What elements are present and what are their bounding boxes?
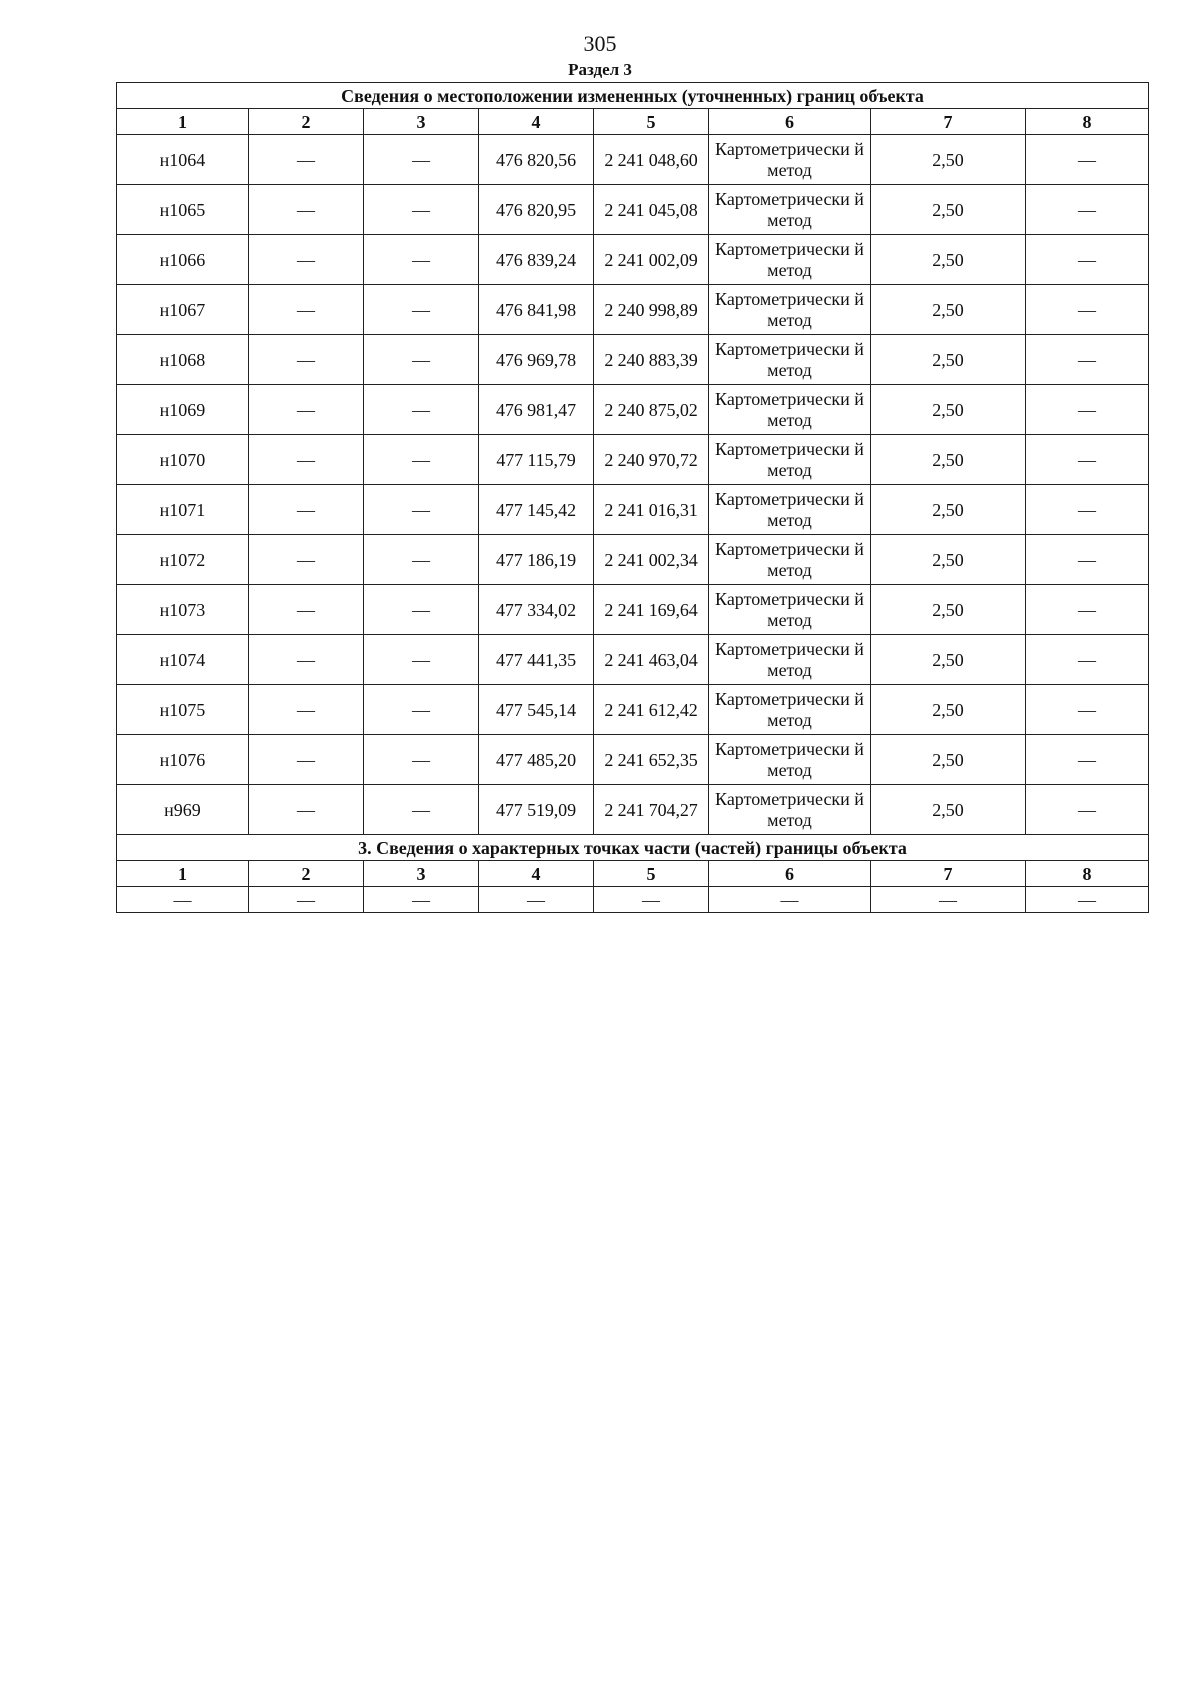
cell-col3: — — [364, 785, 479, 835]
x-coordinate-cell: 476 820,56 — [479, 135, 594, 185]
table-row — [117, 135, 1149, 185]
x-coordinate-cell: 476 820,95 — [479, 185, 594, 235]
point-id-cell: н1073 — [117, 585, 249, 635]
y-coordinate-cell: 2 241 048,60 — [594, 135, 709, 185]
empty-cell: — — [871, 887, 1026, 913]
accuracy-cell: 2,50 — [871, 685, 1026, 735]
cell-col8: — — [1026, 285, 1149, 335]
accuracy-cell: 2,50 — [871, 485, 1026, 535]
point-id-cell: н1070 — [117, 435, 249, 485]
method-cell: Картометрически й метод — [709, 185, 871, 235]
x-coordinate-cell: 477 186,19 — [479, 535, 594, 585]
cell-col8: — — [1026, 435, 1149, 485]
cell-col8: — — [1026, 535, 1149, 585]
column-number-1: 1 — [117, 861, 249, 887]
accuracy-cell: 2,50 — [871, 335, 1026, 385]
column-number-3: 3 — [364, 109, 479, 135]
method-cell: Картометрически й метод — [709, 285, 871, 335]
point-id-cell: н1064 — [117, 135, 249, 185]
cell-col3: — — [364, 335, 479, 385]
table-row — [117, 385, 1149, 435]
page-number: 305 — [583, 31, 617, 56]
cell-col2: — — [249, 285, 364, 335]
empty-cell: — — [594, 887, 709, 913]
cell-col8: — — [1026, 635, 1149, 685]
column-number-6: 6 — [709, 861, 871, 887]
cell-col8: — — [1026, 485, 1149, 535]
point-id-cell: н1065 — [117, 185, 249, 235]
method-cell: Картометрически й метод — [709, 535, 871, 585]
column-number-7: 7 — [871, 861, 1026, 887]
cell-col8: — — [1026, 185, 1149, 235]
table-row — [117, 585, 1149, 635]
empty-cell: — — [709, 887, 871, 913]
y-coordinate-cell: 2 241 016,31 — [594, 485, 709, 535]
cell-col2: — — [249, 385, 364, 435]
column-number-4: 4 — [479, 109, 594, 135]
cell-col2: — — [249, 585, 364, 635]
cell-col8: — — [1026, 785, 1149, 835]
cell-col2: — — [249, 485, 364, 535]
cell-col8: — — [1026, 385, 1149, 435]
cell-col3: — — [364, 485, 479, 535]
x-coordinate-cell: 477 334,02 — [479, 585, 594, 635]
cell-col8: — — [1026, 335, 1149, 385]
table-row — [117, 785, 1149, 835]
cell-col8: — — [1026, 135, 1149, 185]
accuracy-cell: 2,50 — [871, 635, 1026, 685]
column-number-2: 2 — [249, 109, 364, 135]
accuracy-cell: 2,50 — [871, 185, 1026, 235]
accuracy-cell: 2,50 — [871, 435, 1026, 485]
x-coordinate-cell: 476 839,24 — [479, 235, 594, 285]
cell-col3: — — [364, 385, 479, 435]
x-coordinate-cell: 476 841,98 — [479, 285, 594, 335]
table-row — [117, 285, 1149, 335]
point-id-cell: н1072 — [117, 535, 249, 585]
cell-col8: — — [1026, 235, 1149, 285]
point-id-cell: н1068 — [117, 335, 249, 385]
empty-cell: — — [249, 887, 364, 913]
table1-title-row — [117, 83, 1149, 109]
table2-title: 3. Сведения о характерных точках части (частей) границы объекта — [117, 835, 1149, 861]
cell-col3: — — [364, 135, 479, 185]
column-number-4: 4 — [479, 861, 594, 887]
x-coordinate-cell: 477 145,42 — [479, 485, 594, 535]
table-row — [117, 335, 1149, 385]
cell-col2: — — [249, 335, 364, 385]
x-coordinate-cell: 477 441,35 — [479, 635, 594, 685]
y-coordinate-cell: 2 241 169,64 — [594, 585, 709, 635]
point-id-cell: н1075 — [117, 685, 249, 735]
column-number-6: 6 — [709, 109, 871, 135]
cell-col3: — — [364, 585, 479, 635]
method-cell: Картометрически й метод — [709, 135, 871, 185]
boundary-points-table — [116, 82, 1149, 913]
accuracy-cell: 2,50 — [871, 535, 1026, 585]
point-id-cell: н1067 — [117, 285, 249, 335]
column-number-5: 5 — [594, 861, 709, 887]
column-number-7: 7 — [871, 109, 1026, 135]
cell-col8: — — [1026, 735, 1149, 785]
cell-col2: — — [249, 635, 364, 685]
table1-column-numbers — [117, 109, 1149, 135]
cell-col2: — — [249, 785, 364, 835]
cell-col2: — — [249, 735, 364, 785]
table-row — [117, 685, 1149, 735]
cell-col2: — — [249, 535, 364, 585]
x-coordinate-cell: 477 519,09 — [479, 785, 594, 835]
cell-col3: — — [364, 635, 479, 685]
cell-col2: — — [249, 435, 364, 485]
cell-col2: — — [249, 685, 364, 735]
cell-col3: — — [364, 685, 479, 735]
empty-cell: — — [364, 887, 479, 913]
point-id-cell: н1069 — [117, 385, 249, 435]
x-coordinate-cell: 476 969,78 — [479, 335, 594, 385]
method-cell: Картометрически й метод — [709, 735, 871, 785]
table2-column-numbers — [117, 861, 1149, 887]
y-coordinate-cell: 2 240 883,39 — [594, 335, 709, 385]
method-cell: Картометрически й метод — [709, 785, 871, 835]
cell-col3: — — [364, 235, 479, 285]
accuracy-cell: 2,50 — [871, 285, 1026, 335]
accuracy-cell: 2,50 — [871, 785, 1026, 835]
y-coordinate-cell: 2 241 002,34 — [594, 535, 709, 585]
table2-title-row — [117, 835, 1149, 861]
x-coordinate-cell: 477 485,20 — [479, 735, 594, 785]
y-coordinate-cell: 2 240 998,89 — [594, 285, 709, 335]
accuracy-cell: 2,50 — [871, 385, 1026, 435]
column-number-8: 8 — [1026, 109, 1149, 135]
point-id-cell: н1074 — [117, 635, 249, 685]
accuracy-cell: 2,50 — [871, 585, 1026, 635]
y-coordinate-cell: 2 240 875,02 — [594, 385, 709, 435]
empty-cell: — — [479, 887, 594, 913]
cell-col2: — — [249, 185, 364, 235]
cell-col3: — — [364, 285, 479, 335]
cell-col3: — — [364, 735, 479, 785]
column-number-3: 3 — [364, 861, 479, 887]
point-id-cell: н1071 — [117, 485, 249, 535]
x-coordinate-cell: 477 545,14 — [479, 685, 594, 735]
empty-cell: — — [117, 887, 249, 913]
cell-col3: — — [364, 435, 479, 485]
method-cell: Картометрически й метод — [709, 485, 871, 535]
method-cell: Картометрически й метод — [709, 635, 871, 685]
table-row — [117, 535, 1149, 585]
table-row — [117, 485, 1149, 535]
method-cell: Картометрически й метод — [709, 585, 871, 635]
column-number-8: 8 — [1026, 861, 1149, 887]
method-cell: Картометрически й метод — [709, 235, 871, 285]
cell-col2: — — [249, 135, 364, 185]
table-row — [117, 635, 1149, 685]
y-coordinate-cell: 2 241 045,08 — [594, 185, 709, 235]
table1-title: Сведения о местоположении измененных (уточненных) границ объекта — [117, 83, 1149, 109]
method-cell: Картометрически й метод — [709, 335, 871, 385]
column-number-2: 2 — [249, 861, 364, 887]
table-row — [117, 735, 1149, 785]
point-id-cell: н1076 — [117, 735, 249, 785]
method-cell: Картометрически й метод — [709, 385, 871, 435]
accuracy-cell: 2,50 — [871, 735, 1026, 785]
y-coordinate-cell: 2 240 970,72 — [594, 435, 709, 485]
method-cell: Картометрически й метод — [709, 435, 871, 485]
y-coordinate-cell: 2 241 002,09 — [594, 235, 709, 285]
x-coordinate-cell: 477 115,79 — [479, 435, 594, 485]
accuracy-cell: 2,50 — [871, 235, 1026, 285]
table-body — [117, 83, 1149, 913]
table-row — [117, 887, 1149, 913]
y-coordinate-cell: 2 241 463,04 — [594, 635, 709, 685]
cell-col3: — — [364, 535, 479, 585]
empty-cell: — — [1026, 887, 1149, 913]
point-id-cell: н969 — [117, 785, 249, 835]
y-coordinate-cell: 2 241 704,27 — [594, 785, 709, 835]
accuracy-cell: 2,50 — [871, 135, 1026, 185]
cell-col3: — — [364, 185, 479, 235]
y-coordinate-cell: 2 241 612,42 — [594, 685, 709, 735]
cell-col2: — — [249, 235, 364, 285]
method-cell: Картометрически й метод — [709, 685, 871, 735]
column-number-1: 1 — [117, 109, 249, 135]
table-row — [117, 235, 1149, 285]
point-id-cell: н1066 — [117, 235, 249, 285]
table-row — [117, 435, 1149, 485]
y-coordinate-cell: 2 241 652,35 — [594, 735, 709, 785]
column-number-5: 5 — [594, 109, 709, 135]
section-title: Раздел 3 — [568, 60, 632, 79]
cell-col8: — — [1026, 685, 1149, 735]
x-coordinate-cell: 476 981,47 — [479, 385, 594, 435]
cell-col8: — — [1026, 585, 1149, 635]
table-row — [117, 185, 1149, 235]
